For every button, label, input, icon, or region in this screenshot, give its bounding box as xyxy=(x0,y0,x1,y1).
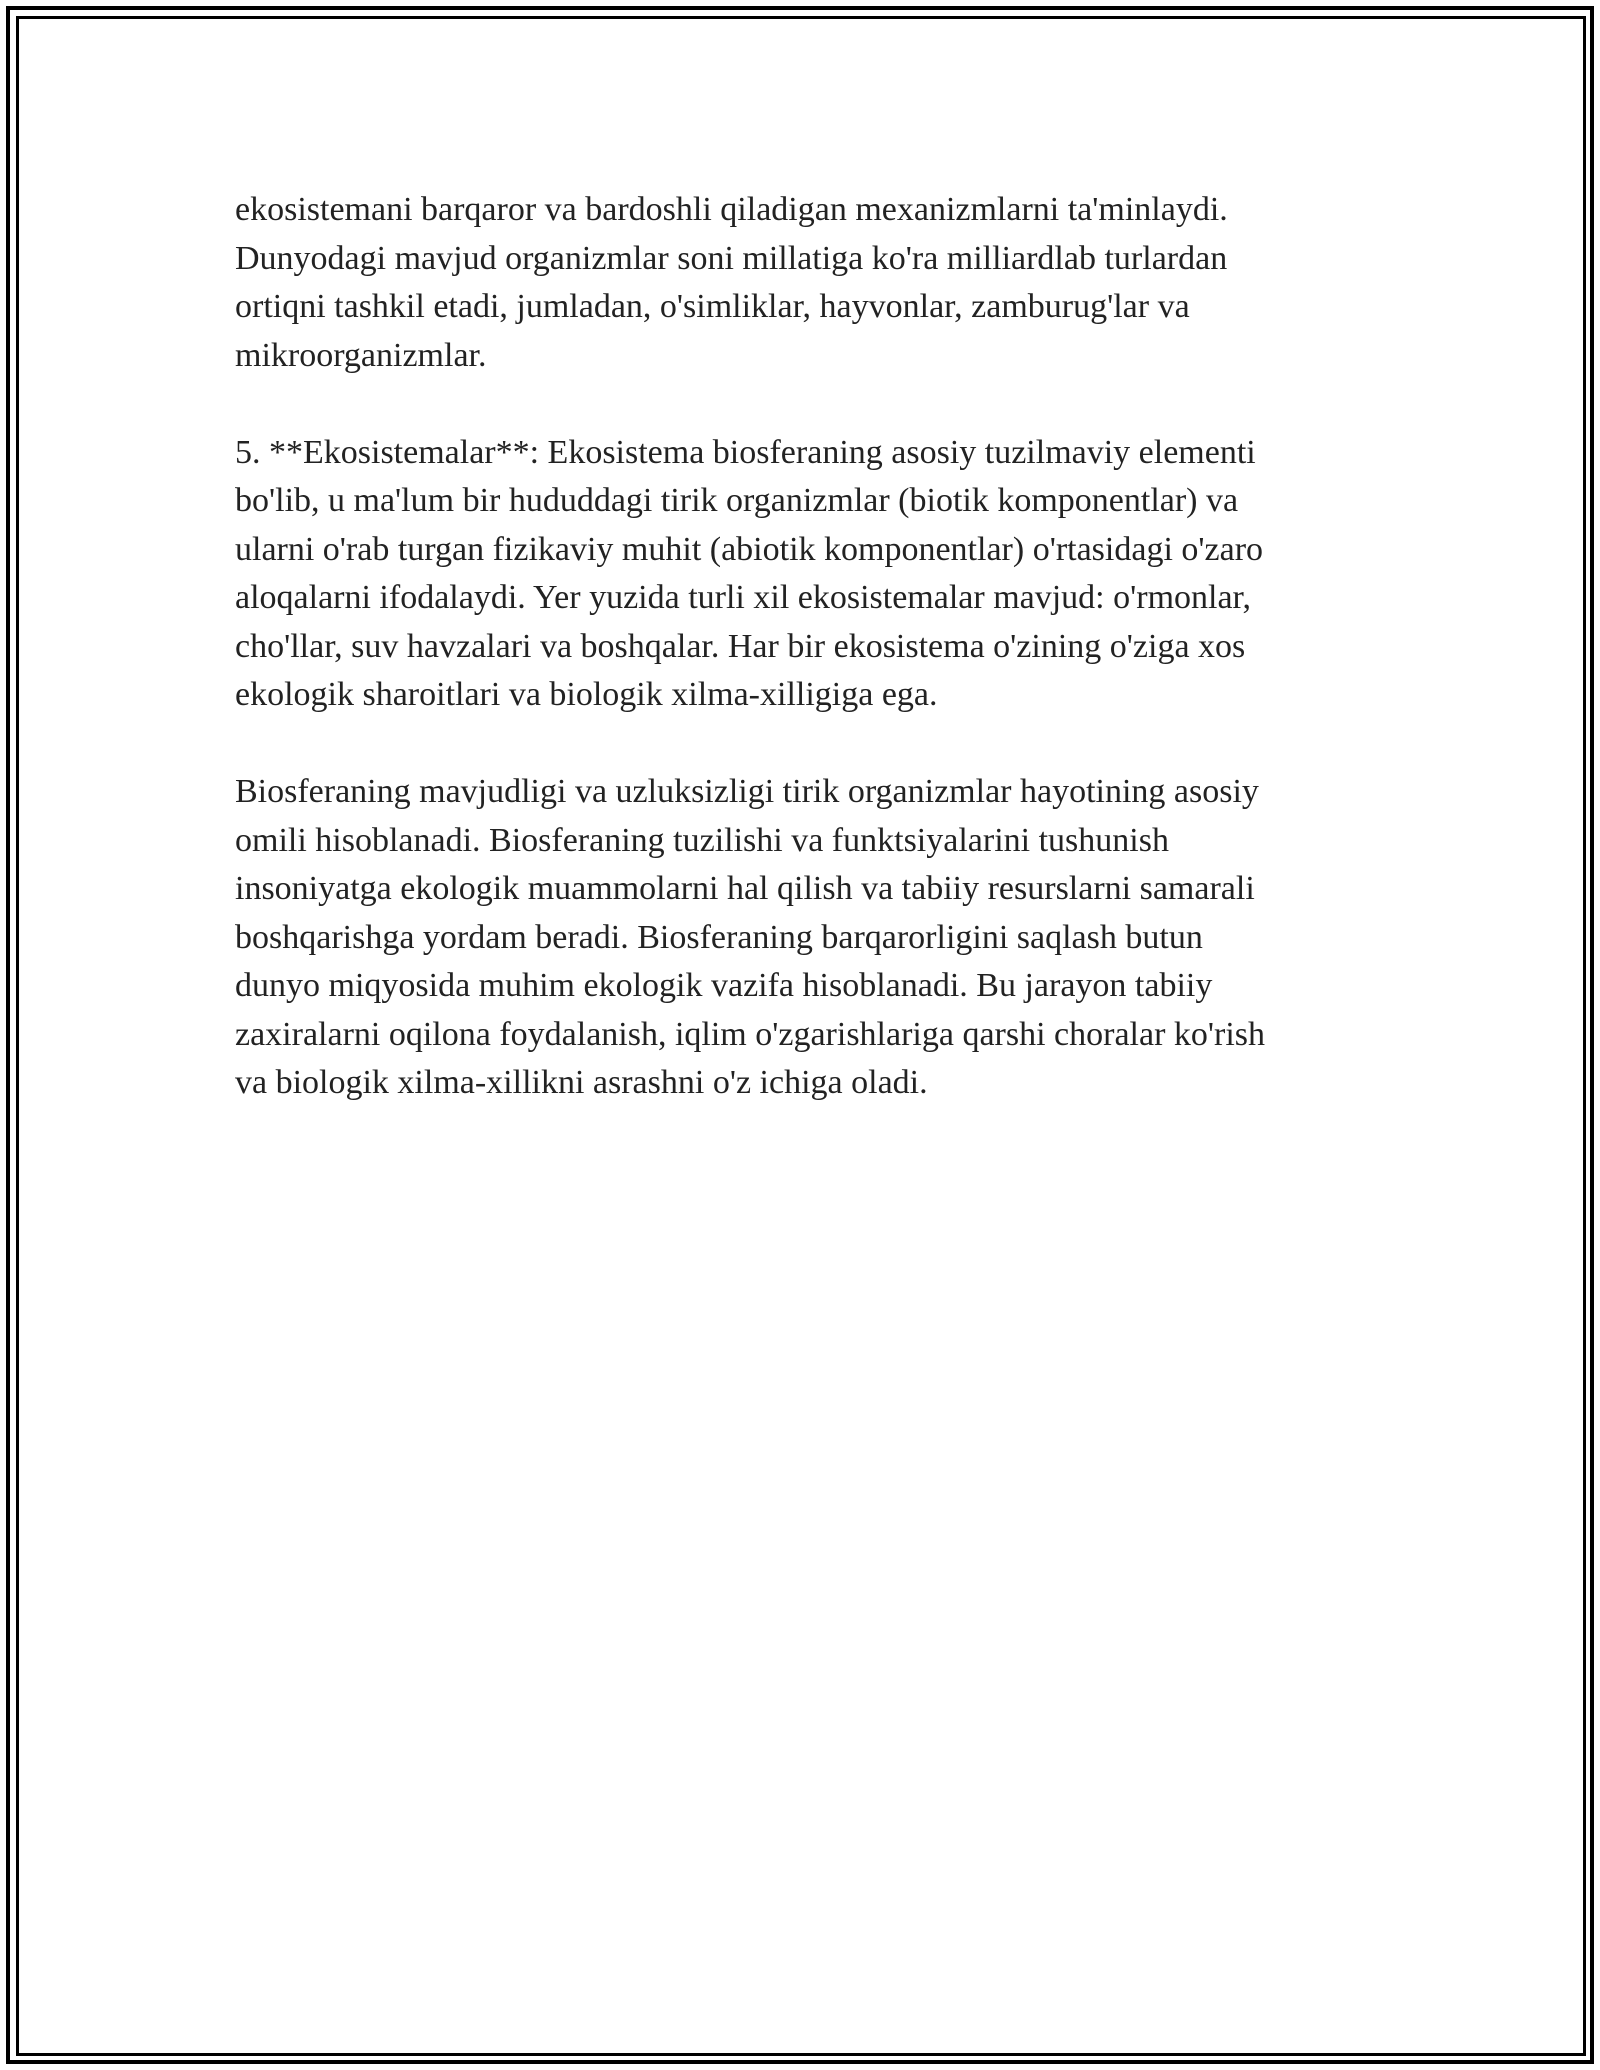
paragraph-biodiversity-continuation: ekosistemani barqaror va bardoshli qiladigan mexanizmlarni ta'minlaydi. Dunyodagi mavjud organizmlar soni millatiga ko'ra milliardlab turlardan ortiqni tashkil etadi, jumladan, o'simliklar, hayvonlar, zamburug'lar va mikroorganizmlar. xyxy=(235,191,1228,374)
paragraph-conclusion: Biosferaning mavjudligi va uzluksizligi tirik organizmlar hayotining asosiy omili hisoblanadi. Biosferaning tuzilishi va funktsiyalarini tushunish insoniyatga ekologik muammolarni hal qilish va tabiiy resurslarni samarali boshqarishga yordam beradi. Biosferaning barqarorligini saqlash butun dunyo miqyosida muhim ekologik vazifa hisoblanadi. Bu jarayon tabiiy zaxiralarni oqilona foydalanish, iqlim o'zgarishlariga qarshi choralar ko'rish va biologik xilma-xillikni asrashni o'z ichiga oladi. xyxy=(235,773,1266,1101)
document-body xyxy=(235,186,1365,1156)
paragraph-ecosystems: 5. **Ekosistemalar**: Ekosistema biosferaning asosiy tuzilmaviy elementi bo'lib, u ma'lum bir hududdagi tirik organizmlar (biotik komponentlar) va ularni o'rab turgan fizikaviy muhit (abiotik komponentlar) o'rtasidagi o'zaro aloqalarni ifodalaydi. Yer yuzida turli xil ekosistemalar mavjud: o'rmonlar, cho'llar, suv havzalari va boshqalar. Har bir ekosistema o'zining o'ziga xos ekologik sharoitlari va biologik xilma-xilligiga ega. xyxy=(235,433,1264,713)
